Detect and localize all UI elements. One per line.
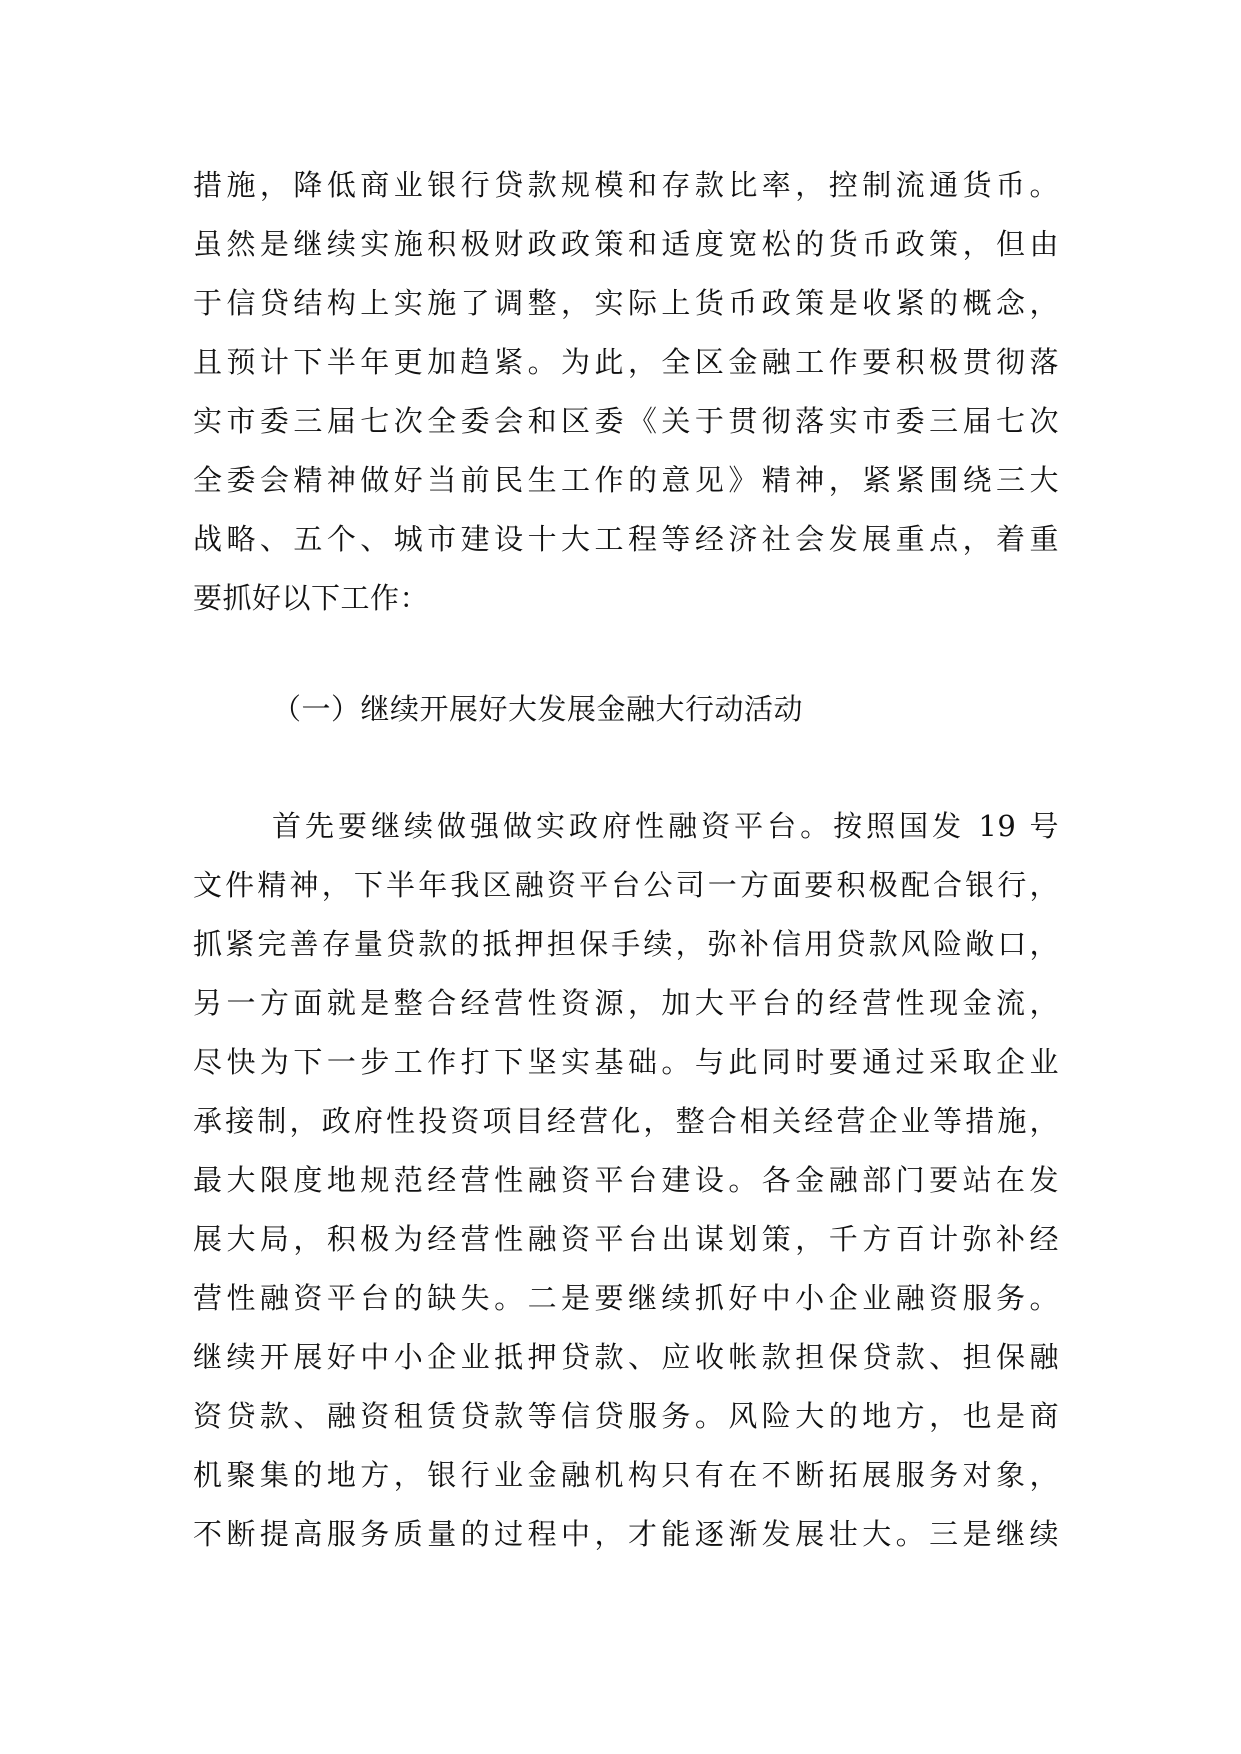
text-line: 展大局，积极为经营性融资平台出谋划策，千方百计弥补经 bbox=[193, 1222, 1059, 1256]
text-line: 抓紧完善存量贷款的抵押担保手续，弥补信用贷款风险敞口， bbox=[193, 927, 1059, 961]
text-line: 首先要继续做强做实政府性融资平台。按照国发 19 号 bbox=[272, 809, 1059, 843]
text-line: 实市委三届七次全委会和区委《关于贯彻落实市委三届七次 bbox=[193, 404, 1059, 438]
text-line: 尽快为下一步工作打下坚实基础。与此同时要通过采取企业 bbox=[193, 1045, 1059, 1079]
text-line: 营性融资平台的缺失。二是要继续抓好中小企业融资服务。 bbox=[193, 1281, 1059, 1315]
paragraph-continuation bbox=[193, 156, 1059, 628]
text-line: 资贷款、融资租赁贷款等信贷服务。风险大的地方，也是商 bbox=[193, 1399, 1059, 1433]
text-line: 且预计下半年更加趋紧。为此，全区金融工作要积极贯彻落 bbox=[193, 345, 1059, 379]
paragraph-body bbox=[193, 797, 1059, 1564]
text-line: 全委会精神做好当前民生工作的意见》精神，紧紧围绕三大 bbox=[193, 463, 1059, 497]
text-line: 文件精神，下半年我区融资平台公司一方面要积极配合银行， bbox=[193, 868, 1059, 902]
text-line: 要抓好以下工作： bbox=[193, 581, 430, 615]
text-line: 继续开展好中小企业抵押贷款、应收帐款担保贷款、担保融 bbox=[193, 1340, 1059, 1374]
text-line: 承接制，政府性投资项目经营化，整合相关经营企业等措施， bbox=[193, 1104, 1059, 1138]
section-heading-text: （一）继续开展好大发展金融大行动活动 bbox=[272, 692, 804, 726]
text-line: 不断提高服务质量的过程中，才能逐渐发展壮大。三是继续 bbox=[193, 1517, 1059, 1551]
text-line: 虽然是继续实施积极财政政策和适度宽松的货币政策，但由 bbox=[193, 227, 1059, 261]
text-line: 措施，降低商业银行贷款规模和存款比率，控制流通货币。 bbox=[193, 168, 1059, 202]
text-line: 战略、五个、城市建设十大工程等经济社会发展重点，着重 bbox=[193, 522, 1059, 556]
text-line: 另一方面就是整合经营性资源，加大平台的经营性现金流， bbox=[193, 986, 1059, 1020]
text-line: 于信贷结构上实施了调整，实际上货币政策是收紧的概念， bbox=[193, 286, 1059, 320]
text-line: 机聚集的地方，银行业金融机构只有在不断拓展服务对象， bbox=[193, 1458, 1059, 1492]
section-heading bbox=[272, 680, 1059, 739]
text-line: 最大限度地规范经营性融资平台建设。各金融部门要站在发 bbox=[193, 1163, 1059, 1197]
